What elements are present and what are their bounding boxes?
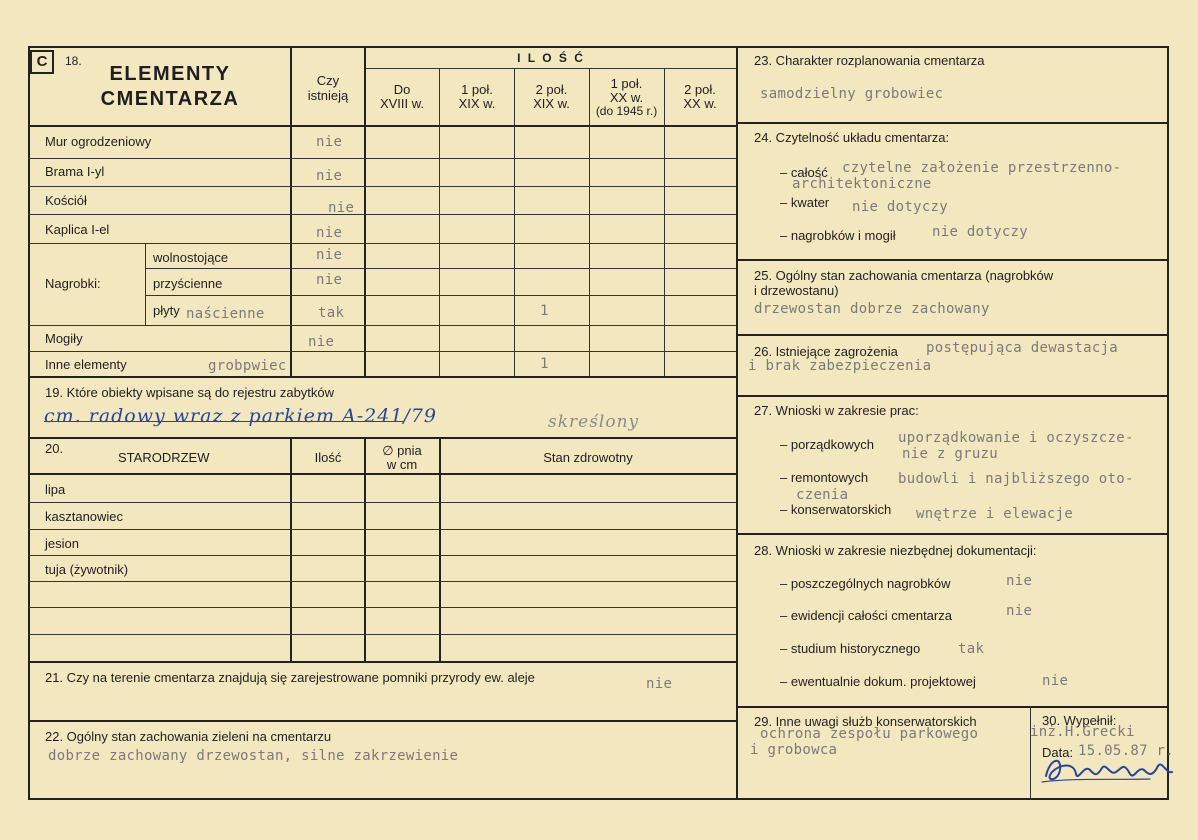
s24-calosc-value-1: czytelne założenie przestrzenno- (842, 160, 1122, 176)
s18-vline (514, 68, 515, 376)
row-label-mogily: Mogiły (45, 331, 83, 346)
s26-label: 26. Istniejące zagrożenia (754, 344, 898, 359)
ilosc-rule (364, 68, 736, 69)
ilosc-header: I L O Ś Ć (517, 51, 585, 65)
s24-nagrob-value: nie dotyczy (932, 224, 1029, 240)
s18-rule (28, 214, 736, 215)
s30-label: 30. Wypełnił: (1042, 713, 1117, 728)
s25-label-1: 25. Ogólny stan zachowania cmentarza (nagrobków (754, 268, 1054, 283)
s28-item-4-label: – ewentualnie dokum. projektowej (780, 674, 976, 689)
s20-number: 20. (45, 441, 64, 456)
col-1xx-3: (do 1945 r.) (595, 104, 658, 118)
s28-label: 28. Wnioski w zakresie niezbędnej dokumentacji: (754, 543, 1037, 558)
s20-bottom-rule (28, 661, 736, 663)
s18-rule (28, 158, 736, 159)
s18-rule (28, 186, 736, 187)
center-divider (736, 46, 738, 800)
row-value-kaplica: nie (316, 225, 343, 241)
s28-bottom-rule (736, 706, 1169, 708)
col-1xix-2: XIX w. (458, 96, 496, 111)
s18-vline (290, 46, 292, 376)
row-value-plyty: tak (318, 305, 345, 321)
s28-item-4-value: nie (1042, 673, 1069, 689)
row-value-kosciol: nie (328, 200, 355, 216)
s28-item-1-label: – poszczególnych nagrobków (780, 576, 951, 591)
s18-rule (28, 351, 736, 352)
s20-vline (364, 437, 366, 661)
s23-value: samodzielny grobowiec (760, 86, 944, 102)
s26-bottom-rule (736, 395, 1169, 397)
s20-col-stan: Stan zdrowotny (543, 450, 633, 465)
col-xviii-2: XVIII w. (379, 96, 425, 111)
s29-s30-divider (1030, 706, 1031, 800)
tree-lipa: lipa (45, 482, 66, 497)
s23-bottom-rule (736, 122, 1169, 124)
s18-rule (28, 325, 736, 326)
s18-vline (589, 68, 590, 376)
s19-label: 19. Które obiekty wpisane są do rejestru zabytków (45, 385, 335, 400)
s18-title-1: ELEMENTY (109, 63, 231, 85)
s20-vline (439, 437, 441, 661)
s19-bottom-rule (28, 437, 736, 439)
s28-item-3-value: tak (958, 641, 985, 657)
s18-rule (28, 243, 736, 244)
s18-number: 18. (65, 54, 82, 68)
s20-col-pnia-2: w cm (386, 457, 418, 472)
s27-kons-label: – konserwatorskich (780, 502, 892, 517)
s24-nagrob-label: – nagrobków i mogił (780, 228, 896, 243)
s22-value: dobrze zachowany drzewostan, silne zakrzewienie (48, 748, 459, 764)
s20-header-rule (28, 473, 736, 475)
s20-rule (28, 502, 736, 503)
row-label-plyty: płyty (153, 303, 180, 318)
s19-struck-note: skreślony (548, 412, 640, 432)
s30-name: inż.H.Grecki (1030, 724, 1135, 740)
s20-rule (28, 607, 736, 608)
s20-col-pnia-1: ∅ pnia (382, 443, 422, 458)
s20-rule (28, 581, 736, 582)
col-exists-1: Czy (316, 73, 340, 88)
signature (1040, 752, 1180, 788)
row-label-brama: Brama I-yl (45, 164, 105, 179)
s27-rem-value-1: budowli i najbliższego oto- (898, 471, 1134, 487)
s18-rule (145, 295, 736, 296)
s24-calosc-value-2: architektoniczne (792, 176, 932, 192)
row-value-wolno: nie (316, 247, 343, 263)
col-1xix-1: 1 poł. (461, 82, 493, 97)
s18-header-rule (28, 125, 736, 127)
s25-label-2: i drzewostanu) (754, 283, 839, 298)
s18-bottom-rule (28, 376, 736, 378)
col-xviii-1: Do (393, 82, 411, 97)
row-label-nagrobki: Nagrobki: (45, 276, 101, 291)
row-value-brama: nie (316, 168, 343, 184)
s27-porz-value-1: uporządkowanie i oczyszcze- (898, 430, 1134, 446)
s22-label: 22. Ogólny stan zachowania zieleni na cmentarzu (45, 729, 332, 744)
s27-bottom-rule (736, 533, 1169, 535)
row-label-wolno: wolnostojące (153, 250, 229, 265)
row-extra-plyty: naścienne (186, 306, 265, 322)
tree-jesion: jesion (45, 536, 79, 551)
s27-label: 27. Wnioski w zakresie prac: (754, 403, 919, 418)
s20-title: STARODRZEW (118, 450, 210, 465)
s23-label: 23. Charakter rozplanowania cmentarza (754, 53, 985, 68)
row-label-przysc: przyścienne (153, 276, 223, 291)
s20-vline (290, 437, 292, 661)
row-extra-inne: grobpwiec (208, 358, 287, 374)
s24-calosc-label: – całość (780, 165, 828, 180)
col-2xx-2: XX w. (683, 96, 717, 111)
s26-value-1: postępująca dewastacja (926, 340, 1119, 356)
s26-value-2: i brak zabezpieczenia (748, 358, 932, 374)
col-exists-2: istnieją (307, 88, 349, 103)
s24-bottom-rule (736, 259, 1169, 261)
col-1xx-1: 1 poł. (610, 76, 643, 91)
s30-date: 15.05.87 r. (1078, 743, 1175, 759)
s29-value-2: i grobowca (750, 742, 838, 758)
s28-item-3-label: – studium historycznego (780, 641, 921, 656)
s24-kwater-value: nie dotyczy (852, 199, 949, 215)
s30-date-label: Data: (1042, 745, 1074, 760)
s18-vline (364, 46, 366, 376)
row-label-kosciol: Kościół (45, 193, 87, 208)
s21-label: 21. Czy na terenie cmentarza znajdują się zarejestrowane pomniki przyrody ew. aleje (45, 670, 535, 685)
row-label-kaplica: Kaplica I-el (45, 222, 110, 237)
s25-bottom-rule (736, 334, 1169, 336)
s27-porz-value-2: nie z gruzu (902, 446, 999, 462)
s27-kons-value: wnętrze i elewacje (916, 506, 1074, 522)
s29-label: 29. Inne uwagi służb konserwatorskich (754, 714, 977, 729)
col-2xx-1: 2 poł. (684, 82, 716, 97)
s19-strikethrough (44, 421, 404, 422)
row-value-mur: nie (316, 134, 343, 150)
col-2xix-2: XIX w. (533, 96, 570, 111)
nagrobki-vline (145, 243, 146, 325)
s27-rem-label: – remontowych (780, 470, 869, 485)
s27-porz-label: – porządkowych (780, 437, 874, 452)
s21-bottom-rule (28, 720, 736, 722)
row-value-przysc: nie (316, 272, 343, 288)
col-2xix-1: 2 poł. (535, 82, 568, 97)
tree-tuja: tuja (żywotnik) (45, 562, 129, 577)
s18-rule (145, 268, 736, 269)
s20-rule (28, 555, 736, 556)
s20-col-ilosc: Ilość (314, 450, 342, 465)
tree-kasztanowiec: kasztanowiec (45, 509, 124, 524)
row-label-mur: Mur ogrodzeniowy (45, 134, 152, 149)
s28-item-2-label: – ewidencji całości cmentarza (780, 608, 952, 623)
s21-value: nie (646, 676, 673, 692)
col-1xx-2: XX w. (609, 90, 644, 105)
s20-rule (28, 529, 736, 530)
s28-item-2-value: nie (1006, 603, 1033, 619)
s18-vline (439, 68, 440, 376)
s27-rem-value-2: czenia (796, 487, 849, 503)
s29-value-1: ochrona zespołu parkowego (760, 726, 979, 742)
card-letter-box: C (30, 50, 54, 74)
row-count-plyty: 1 (540, 303, 549, 319)
s18-vline (664, 68, 665, 376)
s24-kwater-label: – kwater (780, 195, 830, 210)
s20-rule (28, 634, 736, 635)
s19-handwritten: cm. radowy wraz z parkiem A-241/79 (44, 405, 438, 427)
row-label-inne: Inne elementy (45, 357, 127, 372)
row-value-mogily: nie (308, 334, 335, 350)
s18-title-2: CMENTARZA (100, 88, 240, 110)
s28-item-1-value: nie (1006, 573, 1033, 589)
s24-label: 24. Czytelność układu cmentarza: (754, 130, 950, 145)
row-count-inne: 1 (540, 356, 549, 372)
s25-value: drzewostan dobrze zachowany (754, 301, 990, 317)
